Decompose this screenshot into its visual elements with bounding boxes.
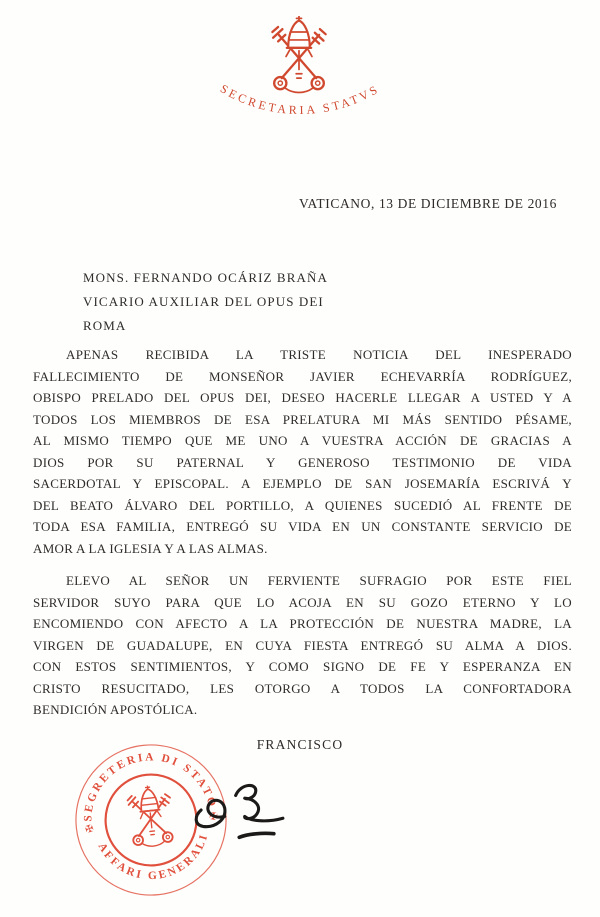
stamp-cross-left-icon: ✠ [83,823,96,837]
vatican-letterhead-emblem [190,14,410,132]
letter-line: AMOR A LA IGLESIA Y A LAS ALMAS. [33,540,268,556]
stamp-top-arc-text: SEGRETERIA DI STATO [82,751,219,822]
signature-name: FRANCISCO [256,737,344,752]
addressee-name: MONS. FERNANDO OCÁRIZ BRAÑA [83,270,328,285]
letter-line: APENAS RECIBIDA LA TRISTE NOTICIA DEL INESPERADO [66,347,572,362]
letter-line: DEL BEATO ÁLVARO DEL PORTILLO, A QUIENES SUCEDIÓ AL FRENTE DE [33,497,572,513]
paragraph [33,570,572,721]
letter-line: ENCOMIENDO CON AFECTO A LA PROTECCIÓN DE NUESTRA MADRE, LA [33,616,572,631]
letter-line: FALLECIMIENTO DE MONSEÑOR JAVIER ECHEVARRÍA RODRÍGUEZ, [33,368,572,384]
letter-line: DIOS POR SU PATERNAL Y GENEROSO TESTIMONIO DE VIDA [33,454,572,470]
stamp-emblem [126,783,174,848]
addressee-city: ROMA [83,318,127,333]
letter-line: TODOS LOS MIEMBROS DE ESA PRELATURA MI MÁS SENTIDO PÉSAME, [33,411,572,427]
letter-line: CON ESTOS SENTIMIENTOS, Y COMO SIGNO DE FE Y ESPERANZA EN [33,659,572,674]
letter-line: ELEVO AL SEÑOR UN FERVIENTE SUFRAGIO POR ESTE FIEL [66,573,572,588]
letter-line: AL MISMO TIEMPO QUE ME UNO A VUESTRA ACCIÓN DE GRACIAS A [33,433,572,448]
letter-line: SACERDOTAL Y EPISCOPAL. A EJEMPLO DE SAN JOSEMARÍA ESCRIVÁ Y [33,476,572,491]
stamp-bottom-arc-text: AFFARI GENERALI [95,831,211,883]
addressee-block [83,266,328,338]
letterhead-motto: SECRETARIA STATVS [217,81,383,118]
letter-body [33,344,572,721]
handwritten-initials [192,778,292,853]
letter-line: SERVIDOR SUYO PARA QUE LO ACOJA EN SU GOZO ETERNO Y LO [33,594,572,610]
letter-line: OBISPO PRELADO DEL OPUS DEI, DESEO HACERLE LLEGAR A USTED Y A [33,390,572,405]
letter-line: BENDICIÓN APOSTÓLICA. [33,702,198,717]
dateline: VATICANO, 13 DE DICIEMBRE DE 2016 [298,196,557,211]
addressee-title: VICARIO AUXILIAR DEL OPUS DEI [83,294,324,309]
stamp-cross-right-icon: ✠ [208,810,219,823]
letter-line: CRISTO RESUCITADO, LES OTORGO A TODOS LA CONFORTADORA [33,680,572,696]
paragraph [33,344,572,559]
letter-line: TODA ESA FAMILIA, ENTREGÓ SU VIDA EN UN CONSTANTE SERVICIO DE [33,519,572,534]
letter-line: VIRGEN DE GUADALUPE, EN CUYA FIESTA ENTREGÓ SU ALMA A DIOS. [33,637,572,653]
